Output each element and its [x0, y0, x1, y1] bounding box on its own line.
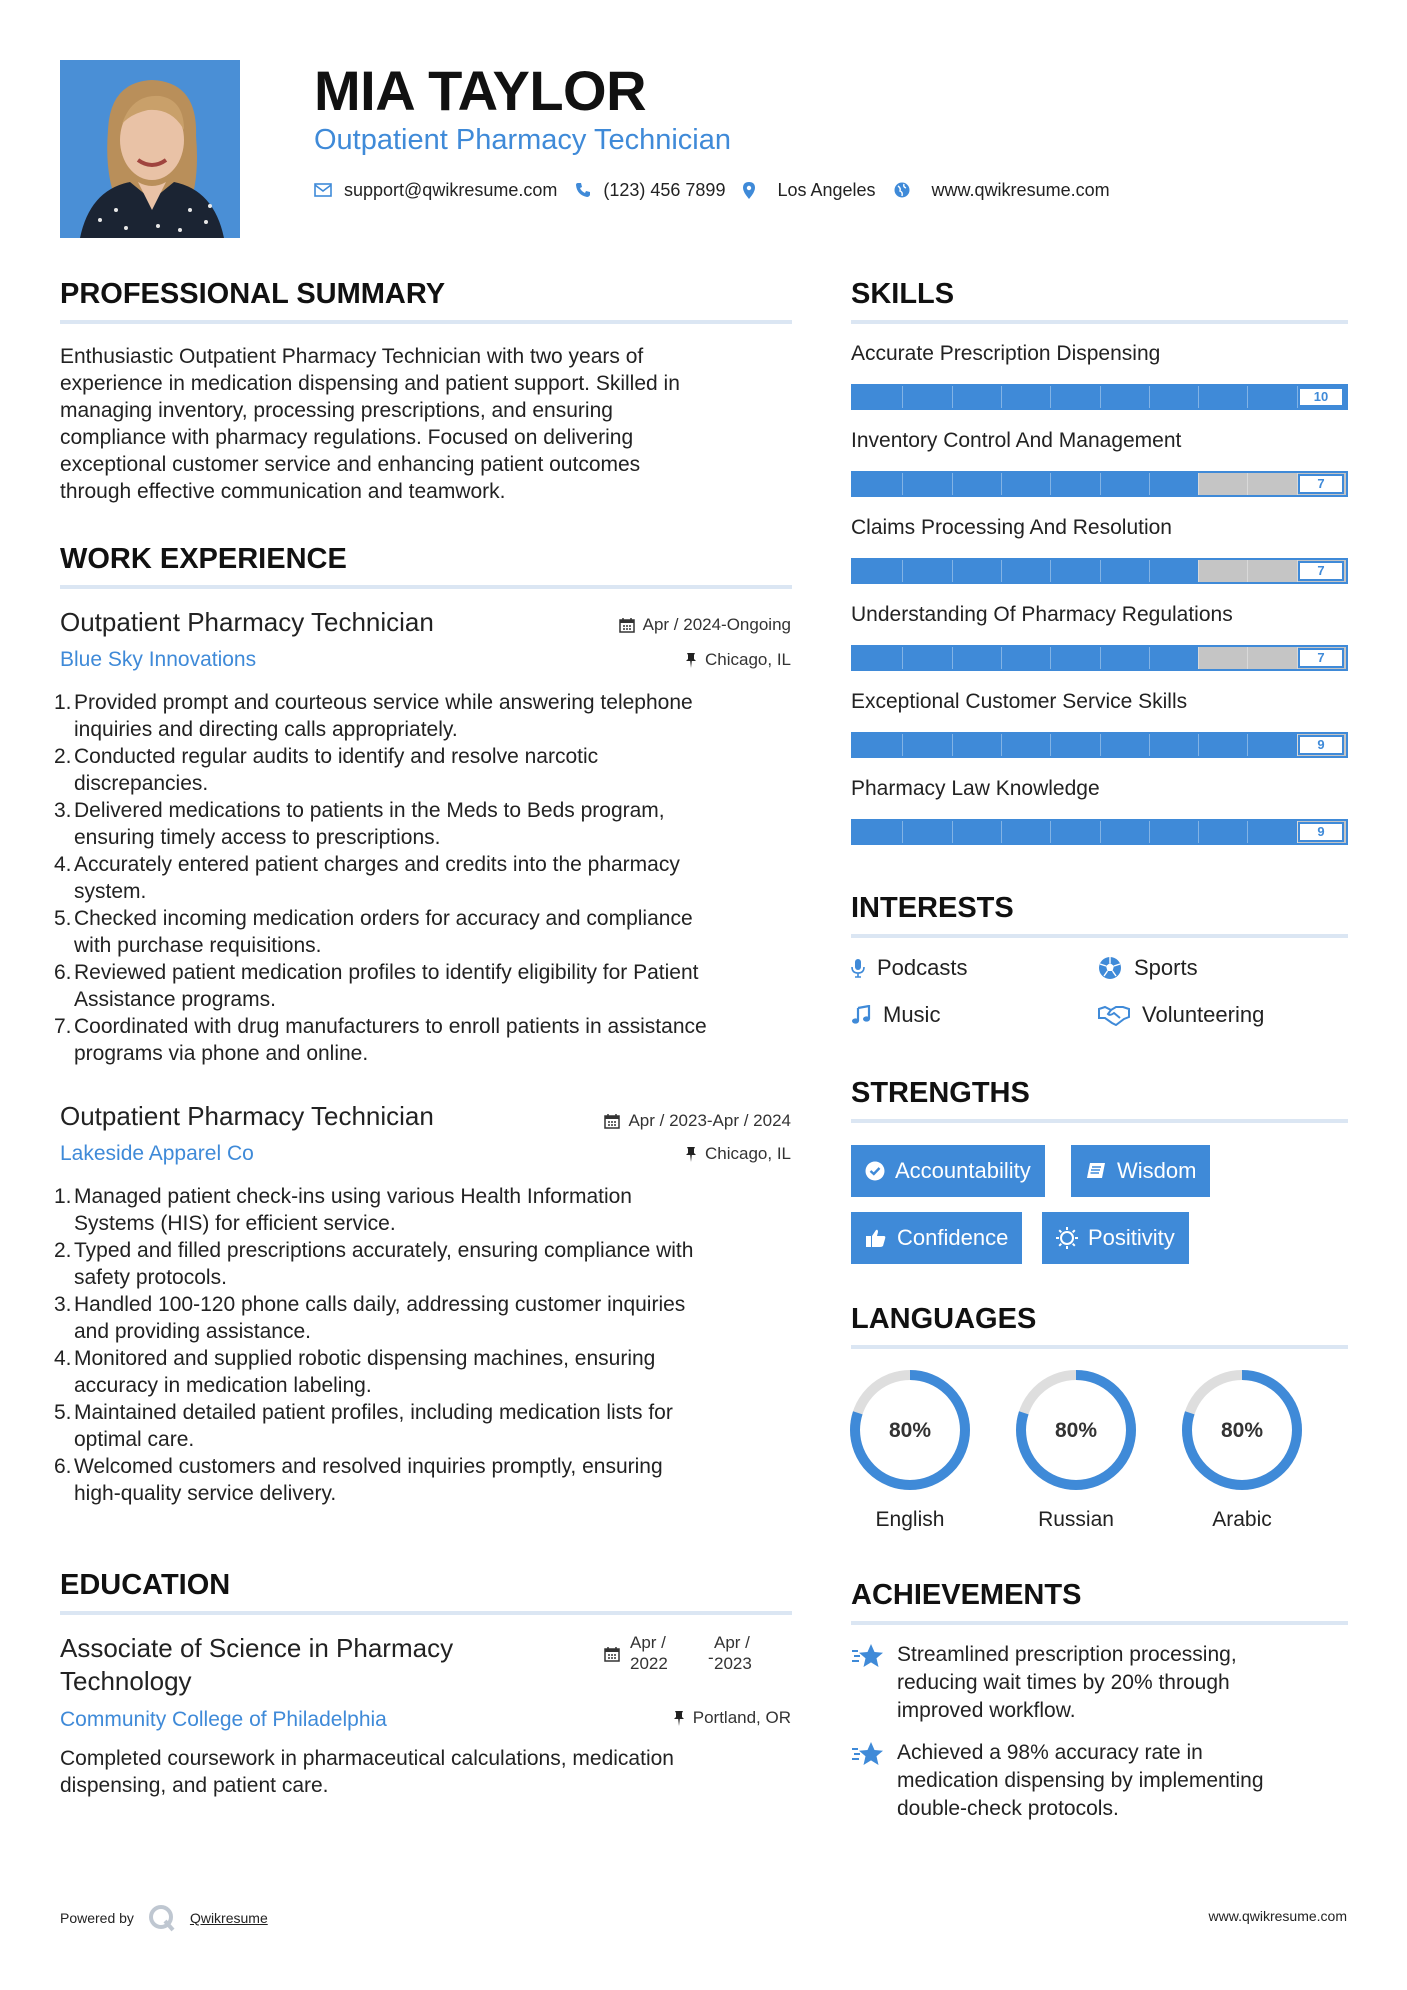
map-pin-icon [743, 182, 755, 199]
education-heading: EDUCATION [60, 1569, 231, 1601]
education-degree: Associate of Science in Pharmacy Technology [60, 1633, 454, 1696]
qwikresume-logo-icon [148, 1904, 176, 1932]
interest-podcasts: Podcasts [851, 954, 968, 982]
strength-accountability: Accountability [851, 1145, 1045, 1197]
skill-bar-segment [902, 560, 903, 582]
skill-bar-segment [1149, 821, 1150, 843]
skill-bar-segment [1198, 560, 1199, 582]
list-item: 5. Checked incoming medication orders for accuracy and compliance with purchase requisitions. [54, 907, 693, 957]
job-2-company[interactable]: Lakeside Apparel Co [60, 1142, 254, 1165]
strength-wisdom: Wisdom [1071, 1145, 1210, 1197]
skill-bar-segment [1001, 560, 1002, 582]
language-progress-ring [1011, 1365, 1141, 1495]
skill-bar-segment [1001, 821, 1002, 843]
skill-bar-segment [1198, 647, 1199, 669]
skill-bar-segment [952, 473, 953, 495]
skill-bar-segment [902, 647, 903, 669]
achievements-heading: ACHIEVEMENTS [851, 1579, 1082, 1611]
list-item: 1. Provided prompt and courteous service while answering telephone inquiries and directing calls appropriately. [54, 691, 693, 741]
skill-bar-segment [1247, 560, 1248, 582]
experience-heading: WORK EXPERIENCE [60, 543, 347, 575]
language-percent: 80% [1220, 1419, 1264, 1442]
languages-divider [851, 1345, 1348, 1349]
skill-bar-segment [902, 734, 903, 756]
list-item: 6. Welcomed customers and resolved inquiries promptly, ensuring high-quality service delivery. [54, 1455, 663, 1505]
skill-bar-fill [853, 821, 1297, 843]
star-icon [851, 1741, 885, 1767]
skill-bar-segment [952, 560, 953, 582]
skill-bar-segment [952, 734, 953, 756]
skill-bar-segment [1247, 734, 1248, 756]
languages-list [845, 1365, 1307, 1532]
list-item: 1. Managed patient check-ins using various Health Information Systems (HIS) for efficient service. [54, 1185, 632, 1235]
job-2-role: Outpatient Pharmacy Technician [60, 1101, 434, 1131]
job-2-location: Chicago, IL [685, 1144, 791, 1164]
thumbs-up-icon [865, 1228, 887, 1248]
book-icon [1085, 1161, 1107, 1181]
skill-bar-segment [1050, 734, 1051, 756]
strengths-heading: STRENGTHS [851, 1077, 1030, 1109]
skill-bar-segment [952, 386, 953, 408]
location-text: Los Angeles [777, 179, 876, 200]
education-school[interactable]: Community College of Philadelphia [60, 1708, 387, 1731]
achievements-divider [851, 1621, 1348, 1625]
candidate-title: Outpatient Pharmacy Technician [314, 124, 731, 156]
list-item: 2. Conducted regular audits to identify and resolve narcotic discrepancies. [54, 745, 599, 795]
skill-bar-segment [1149, 386, 1150, 408]
skill-score: 10 [1298, 387, 1344, 407]
experience-divider [60, 585, 792, 589]
skill-score: 7 [1298, 474, 1344, 494]
list-item: 7. Coordinated with drug manufacturers to enroll patients in assistance programs via phone and online. [54, 1015, 707, 1065]
list-item: 2. Typed and filled prescriptions accurately, ensuring compliance with safety protocols. [54, 1239, 694, 1289]
skill-bar-segment [1050, 473, 1051, 495]
skill-bar-fill [853, 560, 1198, 582]
education-description: Completed coursework in pharmaceutical calculations, medication dispensing, and patient care. [60, 1747, 674, 1797]
skill-bar [851, 732, 1348, 758]
skill-bar-segment [952, 647, 953, 669]
skill-bar-segment [1149, 734, 1150, 756]
job-1-company[interactable]: Blue Sky Innovations [60, 648, 257, 671]
skill-bar-segment [1001, 734, 1002, 756]
language-name: Russian [1038, 1508, 1114, 1531]
education-location: Portland, OR [673, 1708, 791, 1728]
skill-item [851, 514, 1348, 601]
language-progress-ring [1177, 1365, 1307, 1495]
achievement-item: Streamlined prescription processing, reducing wait times by 20% through improved workflow. [851, 1641, 1237, 1725]
skill-bar-segment [1198, 386, 1199, 408]
skill-bar-segment [1001, 647, 1002, 669]
education-start-date: Apr / 2022 [630, 1633, 668, 1673]
language-item [1011, 1365, 1141, 1532]
skill-item [851, 688, 1348, 775]
pushpin-icon [685, 652, 697, 669]
star-icon [851, 1643, 885, 1669]
skill-item [851, 340, 1348, 427]
skill-bar-segment [1001, 473, 1002, 495]
phone-text: (123) 456 7899 [603, 179, 726, 200]
footer-url[interactable]: www.qwikresume.com [1208, 1908, 1347, 1924]
calendar-icon [604, 1646, 620, 1667]
skill-item [851, 427, 1348, 514]
education-divider [60, 1611, 792, 1615]
skill-bar-fill [853, 473, 1198, 495]
job-2-dates: Apr / 2023-Apr / 2024 [604, 1111, 791, 1131]
skill-name: Accurate Prescription Dispensing [851, 342, 1161, 365]
strength-confidence: Confidence [851, 1212, 1022, 1264]
pushpin-icon [685, 1146, 697, 1163]
contact-location [743, 180, 875, 201]
skill-bar-segment [1247, 386, 1248, 408]
date-separator: - [708, 1648, 714, 1667]
skill-bar-segment [952, 821, 953, 843]
skill-bar [851, 384, 1348, 410]
job-1-location: Chicago, IL [685, 650, 791, 670]
language-percent: 80% [1054, 1419, 1098, 1442]
skill-bar-segment [902, 821, 903, 843]
languages-heading: LANGUAGES [851, 1303, 1037, 1335]
calendar-icon [604, 1113, 620, 1129]
skill-bar-segment [1050, 560, 1051, 582]
job-2-responsibilities [56, 1183, 796, 1507]
skill-name: Inventory Control And Management [851, 429, 1182, 452]
skill-bar [851, 645, 1348, 671]
skill-bar-segment [1198, 734, 1199, 756]
skill-bar-segment [1050, 647, 1051, 669]
skill-name: Pharmacy Law Knowledge [851, 777, 1100, 800]
job-1-responsibilities [56, 689, 796, 1067]
microphone-icon [851, 958, 865, 978]
skills-list [851, 340, 1348, 862]
summary-heading: PROFESSIONAL SUMMARY [60, 278, 446, 310]
list-item: 4. Accurately entered patient charges and credits into the pharmacy system. [54, 853, 680, 903]
skill-score: 9 [1298, 822, 1344, 842]
skill-bar-segment [1149, 647, 1150, 669]
skill-bar-segment [1100, 821, 1101, 843]
skill-score: 7 [1298, 648, 1344, 668]
skill-bar-segment [1050, 821, 1051, 843]
skill-bar-segment [902, 473, 903, 495]
language-name: English [875, 1508, 945, 1531]
skills-divider [851, 320, 1348, 324]
contact-website[interactable] [894, 180, 1110, 201]
job-1-role: Outpatient Pharmacy Technician [60, 607, 434, 637]
language-item [1177, 1365, 1307, 1532]
list-item: 3. Delivered medications to patients in the Meds to Beds program, ensuring timely access to prescriptions. [54, 799, 665, 849]
skills-heading: SKILLS [851, 278, 955, 310]
handshake-icon [1098, 1004, 1130, 1026]
skill-bar-segment [1100, 473, 1101, 495]
skill-bar [851, 819, 1348, 845]
interest-volunteering: Volunteering [1098, 1001, 1264, 1029]
skill-score: 9 [1298, 735, 1344, 755]
skill-name: Claims Processing And Resolution [851, 516, 1172, 539]
list-item: 3. Handled 100-120 phone calls daily, addressing customer inquiries and providing assistance. [54, 1293, 686, 1343]
skill-name: Exceptional Customer Service Skills [851, 690, 1188, 713]
interests-divider [851, 934, 1348, 938]
list-item: 6. Reviewed patient medication profiles to identify eligibility for Patient Assistance programs. [54, 961, 699, 1011]
skill-bar-fill [853, 647, 1198, 669]
skill-bar [851, 471, 1348, 497]
language-progress-ring [845, 1365, 975, 1495]
language-percent: 80% [888, 1419, 932, 1442]
interests-heading: INTERESTS [851, 892, 1014, 924]
candidate-name: MIA TAYLOR [314, 59, 647, 122]
strengths-divider [851, 1119, 1348, 1123]
skill-item [851, 775, 1348, 862]
skill-bar-segment [902, 386, 903, 408]
contact-email[interactable] [314, 180, 557, 201]
job-1-dates: Apr / 2024-Ongoing [619, 615, 791, 635]
strength-positivity: Positivity [1042, 1212, 1189, 1264]
skill-bar-segment [1100, 560, 1101, 582]
language-name: Arabic [1212, 1508, 1272, 1531]
brand-link[interactable]: Qwikresume [189, 1910, 268, 1926]
skill-name: Understanding Of Pharmacy Regulations [851, 603, 1233, 626]
skill-bar-segment [1050, 386, 1051, 408]
sun-icon [1056, 1227, 1078, 1249]
interest-sports: Sports [1098, 954, 1198, 982]
website-text: www.qwikresume.com [931, 179, 1110, 200]
skill-item [851, 601, 1348, 688]
skill-bar-segment [1198, 473, 1199, 495]
skill-bar-segment [1247, 647, 1248, 669]
email-text: support@qwikresume.com [344, 179, 558, 200]
envelope-icon [314, 183, 332, 197]
skill-bar-segment [1100, 386, 1101, 408]
summary-text: Enthusiastic Outpatient Pharmacy Technician with two years of experience in medication dispensing and patient support. Skilled in managing inventory, processing prescriptions, and ensuring compliance with pharmacy regulations. Focused on delivering exceptional customer service and enhancing patient outcomes through effective communication and teamwork. [60, 345, 680, 503]
soccer-ball-icon [1098, 956, 1122, 980]
skill-bar-segment [1100, 647, 1101, 669]
calendar-icon [619, 617, 635, 633]
check-circle-icon [865, 1161, 885, 1181]
contact-phone[interactable] [575, 180, 725, 201]
skill-bar-segment [1198, 821, 1199, 843]
music-note-icon [851, 1005, 871, 1025]
powered-by [60, 1904, 268, 1932]
powered-by-label: Powered by [60, 1910, 134, 1926]
skill-bar-segment [1001, 386, 1002, 408]
skill-bar-segment [1100, 734, 1101, 756]
list-item: 4. Monitored and supplied robotic dispensing machines, ensuring accuracy in medication labeling. [54, 1347, 656, 1397]
skill-bar-segment [1247, 821, 1248, 843]
skill-score: 7 [1298, 561, 1344, 581]
language-item [845, 1365, 975, 1532]
pushpin-icon [673, 1710, 685, 1727]
phone-icon [575, 182, 591, 198]
globe-icon [894, 182, 910, 198]
list-item: 5. Maintained detailed patient profiles, including medication lists for optimal care. [54, 1401, 673, 1451]
skill-bar [851, 558, 1348, 584]
skill-bar-segment [1247, 473, 1248, 495]
education-end-date: Apr / 2023 [714, 1633, 752, 1673]
skill-bar-fill [853, 734, 1297, 756]
interest-music: Music [851, 1001, 940, 1029]
summary-divider [60, 320, 792, 324]
profile-photo [60, 60, 240, 238]
skill-bar-segment [1149, 560, 1150, 582]
contact-bar [314, 178, 1128, 202]
skill-bar-segment [1149, 473, 1150, 495]
achievement-item: Achieved a 98% accuracy rate in medication dispensing by implementing double-check protocols. [851, 1739, 1264, 1823]
